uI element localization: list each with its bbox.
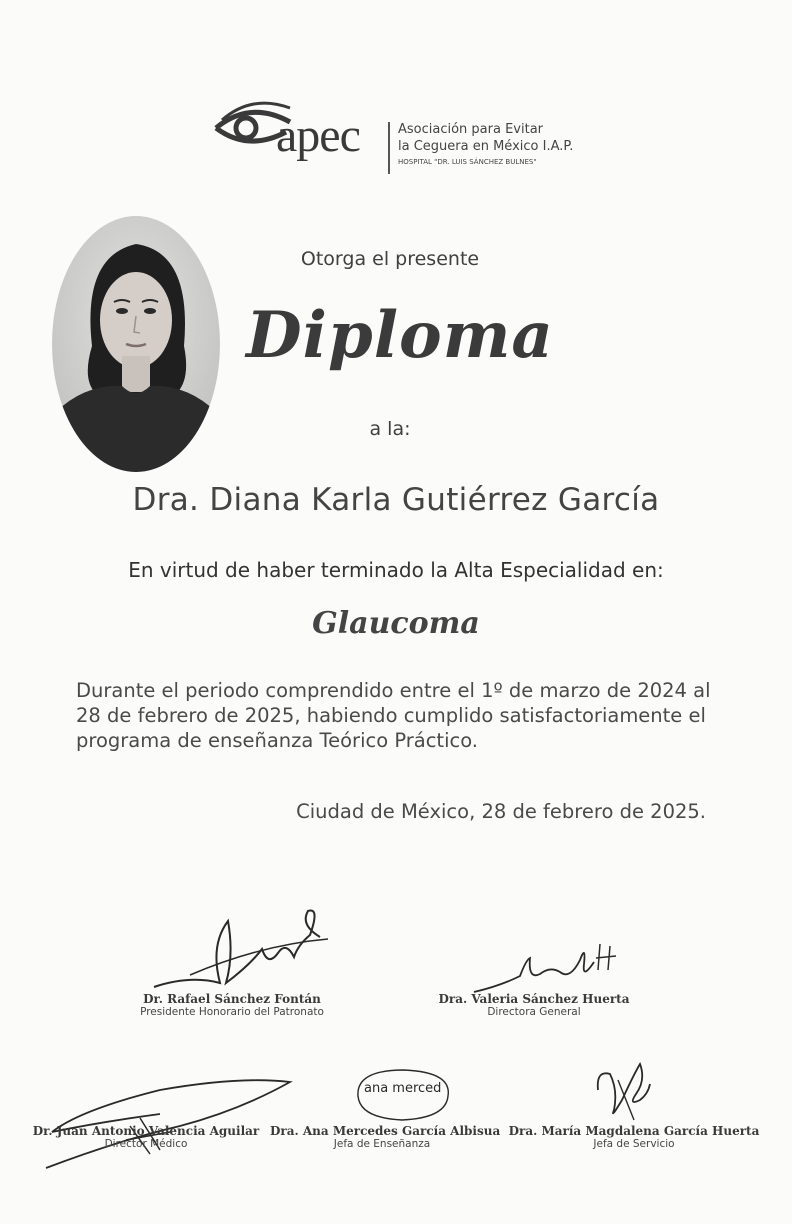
signature-mark — [352, 1066, 456, 1124]
logo-wordmark: apec — [276, 109, 360, 162]
signatory-1 — [110, 992, 354, 1018]
signatory-3 — [30, 1124, 262, 1150]
signatory-name: Dra. Valeria Sánchez Huerta — [438, 992, 630, 1006]
logo-line-3: HOSPITAL "DR. LUIS SÁNCHEZ BULNES" — [398, 158, 537, 166]
institution-logo — [212, 88, 592, 176]
signature-handwriting: ana merced — [364, 1081, 442, 1096]
virtue-statement: En virtud de haber terminado la Alta Especialidad en: — [128, 558, 664, 582]
diploma-title: Diploma — [246, 298, 554, 373]
to-label: a la: — [369, 418, 411, 440]
signature-mark — [470, 940, 630, 1000]
recipient-name: Dra. Diana Karla Gutiérrez García — [132, 482, 660, 518]
logo-line-2: la Ceguera en México I.A.P. — [398, 139, 574, 154]
signature-mark — [588, 1060, 658, 1130]
logo-divider — [388, 122, 390, 174]
signatory-5 — [506, 1124, 762, 1150]
portrait-photo — [52, 216, 220, 472]
place-date: Ciudad de México, 28 de febrero de 2025. — [296, 800, 706, 823]
logo-line-1: Asociación para Evitar — [398, 122, 544, 137]
specialty-name: Glaucoma — [312, 606, 480, 641]
signatory-role: Jefa de Servicio — [593, 1138, 675, 1150]
signatory-name: Dra. María Magdalena García Huerta — [508, 1124, 760, 1138]
signatory-name: Dra. Ana Mercedes García Albisua — [270, 1124, 501, 1138]
signatory-4 — [270, 1124, 501, 1150]
signatory-role: Presidente Honorario del Patronato — [140, 1006, 324, 1018]
signature-mark — [40, 1070, 300, 1174]
signatory-role: Director Médico — [104, 1138, 188, 1150]
signatory-name: Dr. Rafael Sánchez Fontán — [143, 992, 321, 1006]
signatory-role: Jefa de Enseñanza — [333, 1138, 431, 1150]
period-statement: Durante el periodo comprendido entre el 1º de marzo de 2024 al 28 de febrero de 2025, habiendo cumplido satisfactoriamente el programa de enseñanza Teórico Práctico. — [76, 679, 711, 752]
signature-mark — [150, 905, 340, 995]
signatory-2 — [410, 992, 658, 1018]
signatory-name: Dr. Juan Antonio Valencia Aguilar — [32, 1124, 260, 1138]
signatory-role: Directora General — [487, 1006, 581, 1018]
intro-text: Otorga el presente — [300, 248, 480, 270]
